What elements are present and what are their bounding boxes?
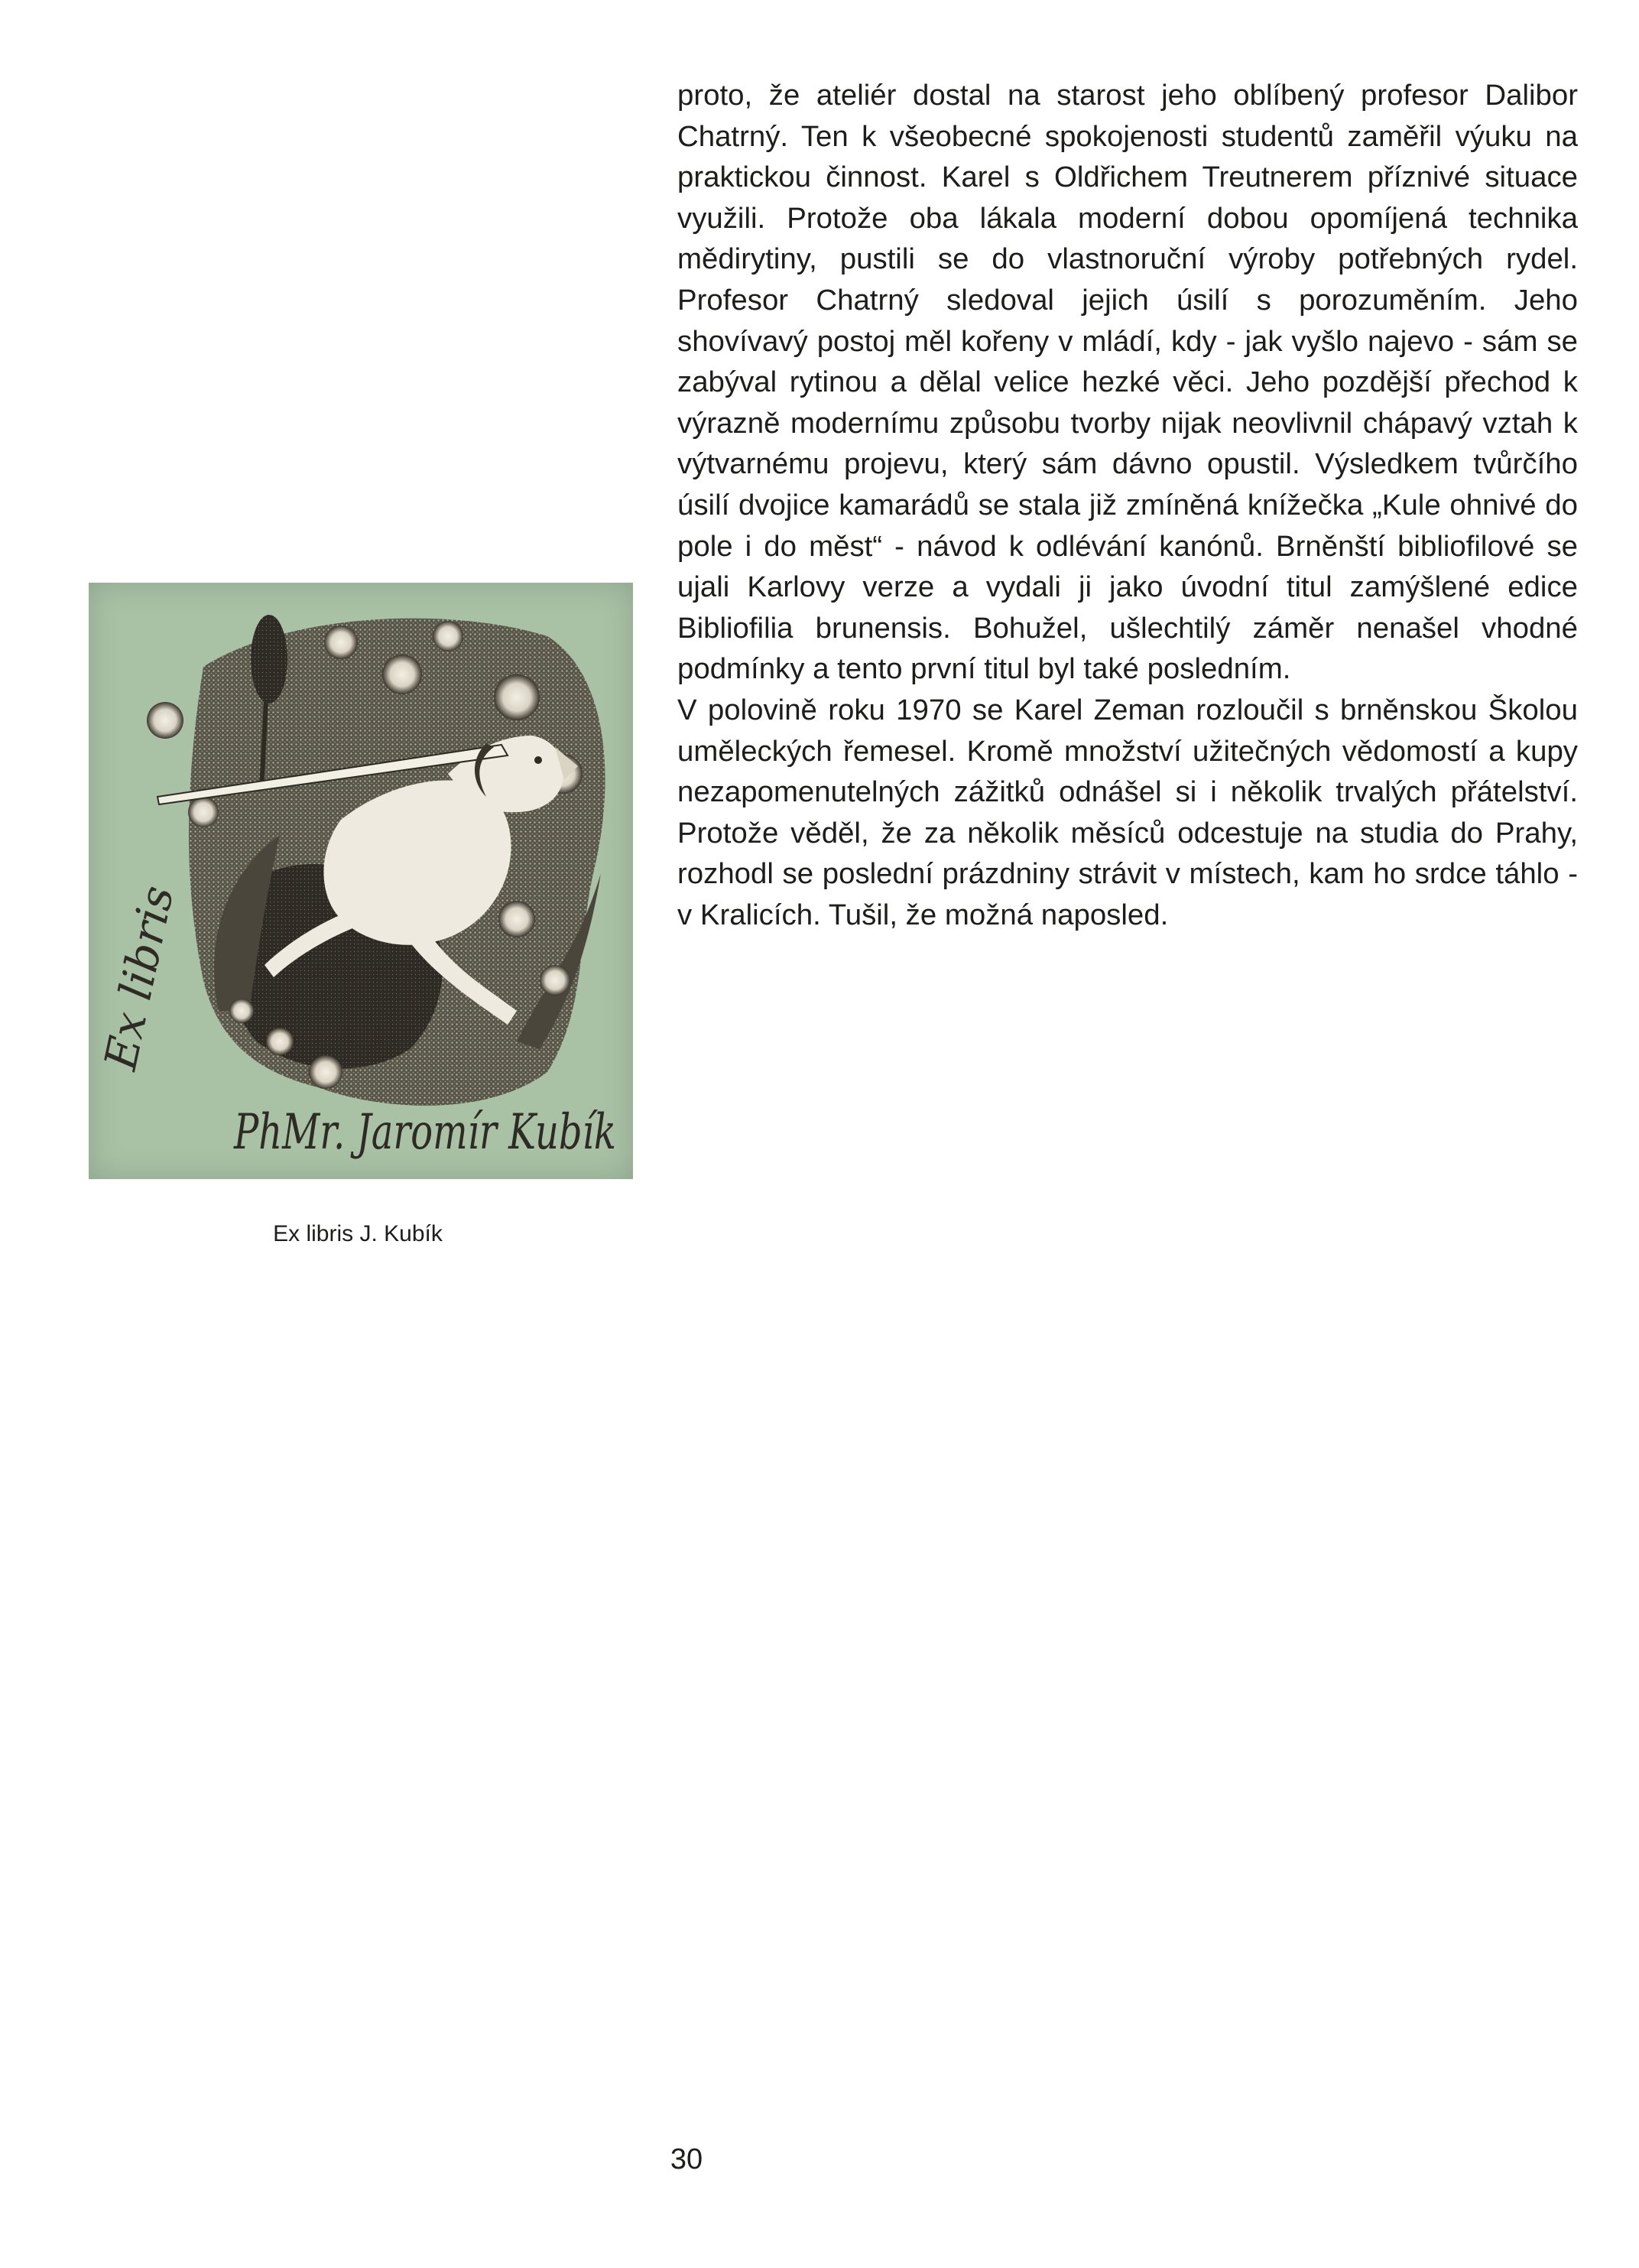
paragraph-1: proto, že ateliér dostal na starost jeho oblíbený profesor Dalibor Chatrný. Ten k všeobecné spokojenosti studentů zaměřil výuku na praktickou činnost. Karel s Oldřichem Treutnerem příznivé situace využili. Protože oba lákala moderní dobou opomíjená technika mědirytiny, pustili se do vlastnoruční výroby potřebných rydel. Profesor Chatrný sledoval jejich úsilí s porozuměním. Jeho shovívavý postoj měl kořeny v mládí, kdy - jak vyšlo najevo - sám se zabýval rytinou a dělal velice hezké věci. Jeho pozdější přechod k výrazně modernímu způsobu tvorby nijak neovlivnil chápavý vztah k výtvarnému projevu, který sám dávno opustil. Výsledkem tvůrčího úsilí dvojice kamarádů se stala již zmíněná knížečka „Kule ohnivé do pole i do měst“ - návod k odlévání kanónů. Brněnští bibliofilové se ujali Karlovy verze a vydali ji jako úvodní titul zamýšlené edice Bibliofilia brunensis. Bohužel, ušlechtilý záměr nenašel vhodné podmínky a tento první titul byl také posledním. — [677, 79, 1578, 686]
owner-name-script: PhMr. Jaromír Kubík — [233, 1104, 616, 1161]
body-text — [677, 75, 1578, 935]
figure-caption: Ex libris J. Kubík — [273, 1221, 443, 1246]
page-number: 30 — [670, 2143, 703, 2175]
bookplate-illustration — [89, 583, 633, 1179]
ex-libris-bookplate-image — [89, 583, 633, 1179]
ex-libris-script: Ex libris — [94, 881, 184, 1074]
paragraph-2: V polovině roku 1970 se Karel Zeman rozloučil s brněnskou Školou uměleckých řemesel. Kromě množství užitečných vědomostí a kupy nezapomenutelných zážitků odnášel si i několik trvalých přátelství. Protože věděl, že za několik měsíců odcestuje na studia do Prahy, rozhodl se poslední prázdniny strávit v místech, kam ho srdce táhlo - v Kralicích. Tušil, že možná naposled. — [677, 693, 1578, 931]
